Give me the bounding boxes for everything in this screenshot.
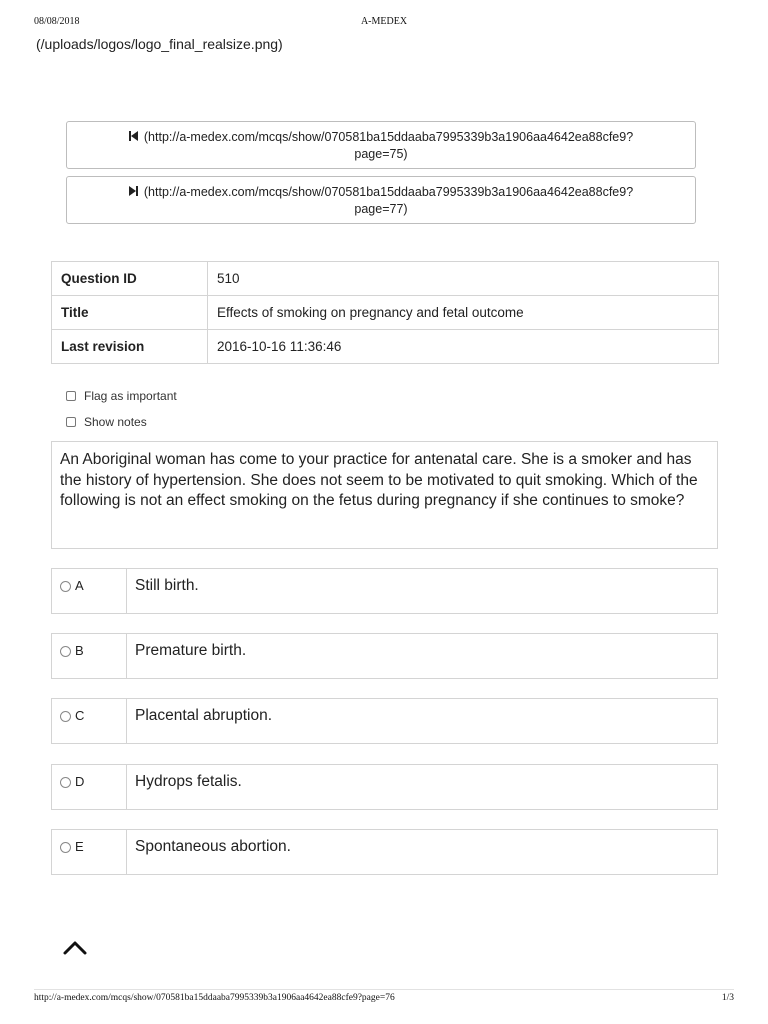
answer-option-a[interactable]: [51, 568, 718, 614]
option-letter: B: [75, 643, 84, 658]
skip-back-icon: [129, 132, 141, 144]
table-row: [52, 330, 719, 364]
next-question-url-cont: page=77): [354, 202, 408, 216]
chevron-up-icon[interactable]: [62, 938, 88, 956]
show-notes-label: Show notes: [84, 415, 147, 429]
table-row: [52, 296, 719, 330]
option-selector[interactable]: [52, 699, 127, 743]
option-text: Hydrops fetalis.: [135, 773, 242, 790]
print-header: [34, 16, 734, 30]
show-notes-checkbox[interactable]: [66, 415, 147, 429]
radio-icon[interactable]: [60, 711, 71, 722]
flag-important-label: Flag as important: [84, 389, 177, 403]
flag-important-checkbox[interactable]: [66, 389, 177, 403]
option-text: Premature birth.: [135, 642, 247, 659]
option-text: Placental abruption.: [135, 707, 273, 724]
meta-label: Last revision: [52, 330, 208, 364]
meta-value: 510: [208, 262, 719, 296]
next-question-button[interactable]: [66, 176, 696, 224]
option-letter: E: [75, 839, 84, 854]
option-selector[interactable]: [52, 634, 127, 678]
option-selector[interactable]: [52, 569, 127, 613]
print-footer: [34, 993, 734, 1007]
print-date: 08/08/2018: [34, 16, 80, 27]
question-stem: An Aboriginal woman has come to your practice for antenatal care. She is a smoker and has the history of hypertension. She does not seem to be motivated to quit smoking. Which of the following is not an effect smoking on the fetus during pregnancy if she continues to smoke?: [51, 441, 718, 549]
radio-icon[interactable]: [60, 581, 71, 592]
meta-label: Question ID: [52, 262, 208, 296]
question-meta-table: [51, 261, 719, 364]
answer-option-e[interactable]: [51, 829, 718, 875]
radio-icon[interactable]: [60, 842, 71, 853]
answer-option-c[interactable]: [51, 698, 718, 744]
meta-value: 2016-10-16 11:36:46: [208, 330, 719, 364]
print-url: http://a-medex.com/mcqs/show/070581ba15ddaaba7995339b3a1906aa4642ea88cfe9?page=76: [34, 993, 395, 1003]
option-text: Spontaneous abortion.: [135, 838, 291, 855]
table-row: [52, 262, 719, 296]
page-number: 1/3: [721, 993, 734, 1003]
option-selector[interactable]: [52, 765, 127, 809]
previous-question-button[interactable]: [66, 121, 696, 169]
next-question-url: (http://a-medex.com/mcqs/show/070581ba15ddaaba7995339b3a1906aa4642ea88cfe9?: [143, 185, 634, 199]
checkbox-icon[interactable]: [66, 391, 76, 401]
radio-icon[interactable]: [60, 646, 71, 657]
print-site-title: A-MEDEX: [360, 16, 408, 27]
option-selector[interactable]: [52, 830, 127, 874]
radio-icon[interactable]: [60, 777, 71, 788]
previous-question-url-cont: page=75): [354, 147, 408, 161]
meta-value: Effects of smoking on pregnancy and fetal outcome: [208, 296, 719, 330]
answer-option-b[interactable]: [51, 633, 718, 679]
option-text: Still birth.: [135, 577, 199, 594]
checkbox-icon[interactable]: [66, 417, 76, 427]
meta-label: Title: [52, 296, 208, 330]
previous-question-url: (http://a-medex.com/mcqs/show/070581ba15ddaaba7995339b3a1906aa4642ea88cfe9?: [143, 130, 634, 144]
answer-option-d[interactable]: [51, 764, 718, 810]
option-letter: D: [75, 774, 85, 789]
option-letter: A: [75, 578, 84, 593]
site-logo-link[interactable]: (/uploads/logos/logo_final_realsize.png): [36, 36, 283, 52]
skip-forward-icon: [129, 187, 141, 199]
footer-divider: [34, 989, 734, 990]
option-letter: C: [75, 708, 85, 723]
